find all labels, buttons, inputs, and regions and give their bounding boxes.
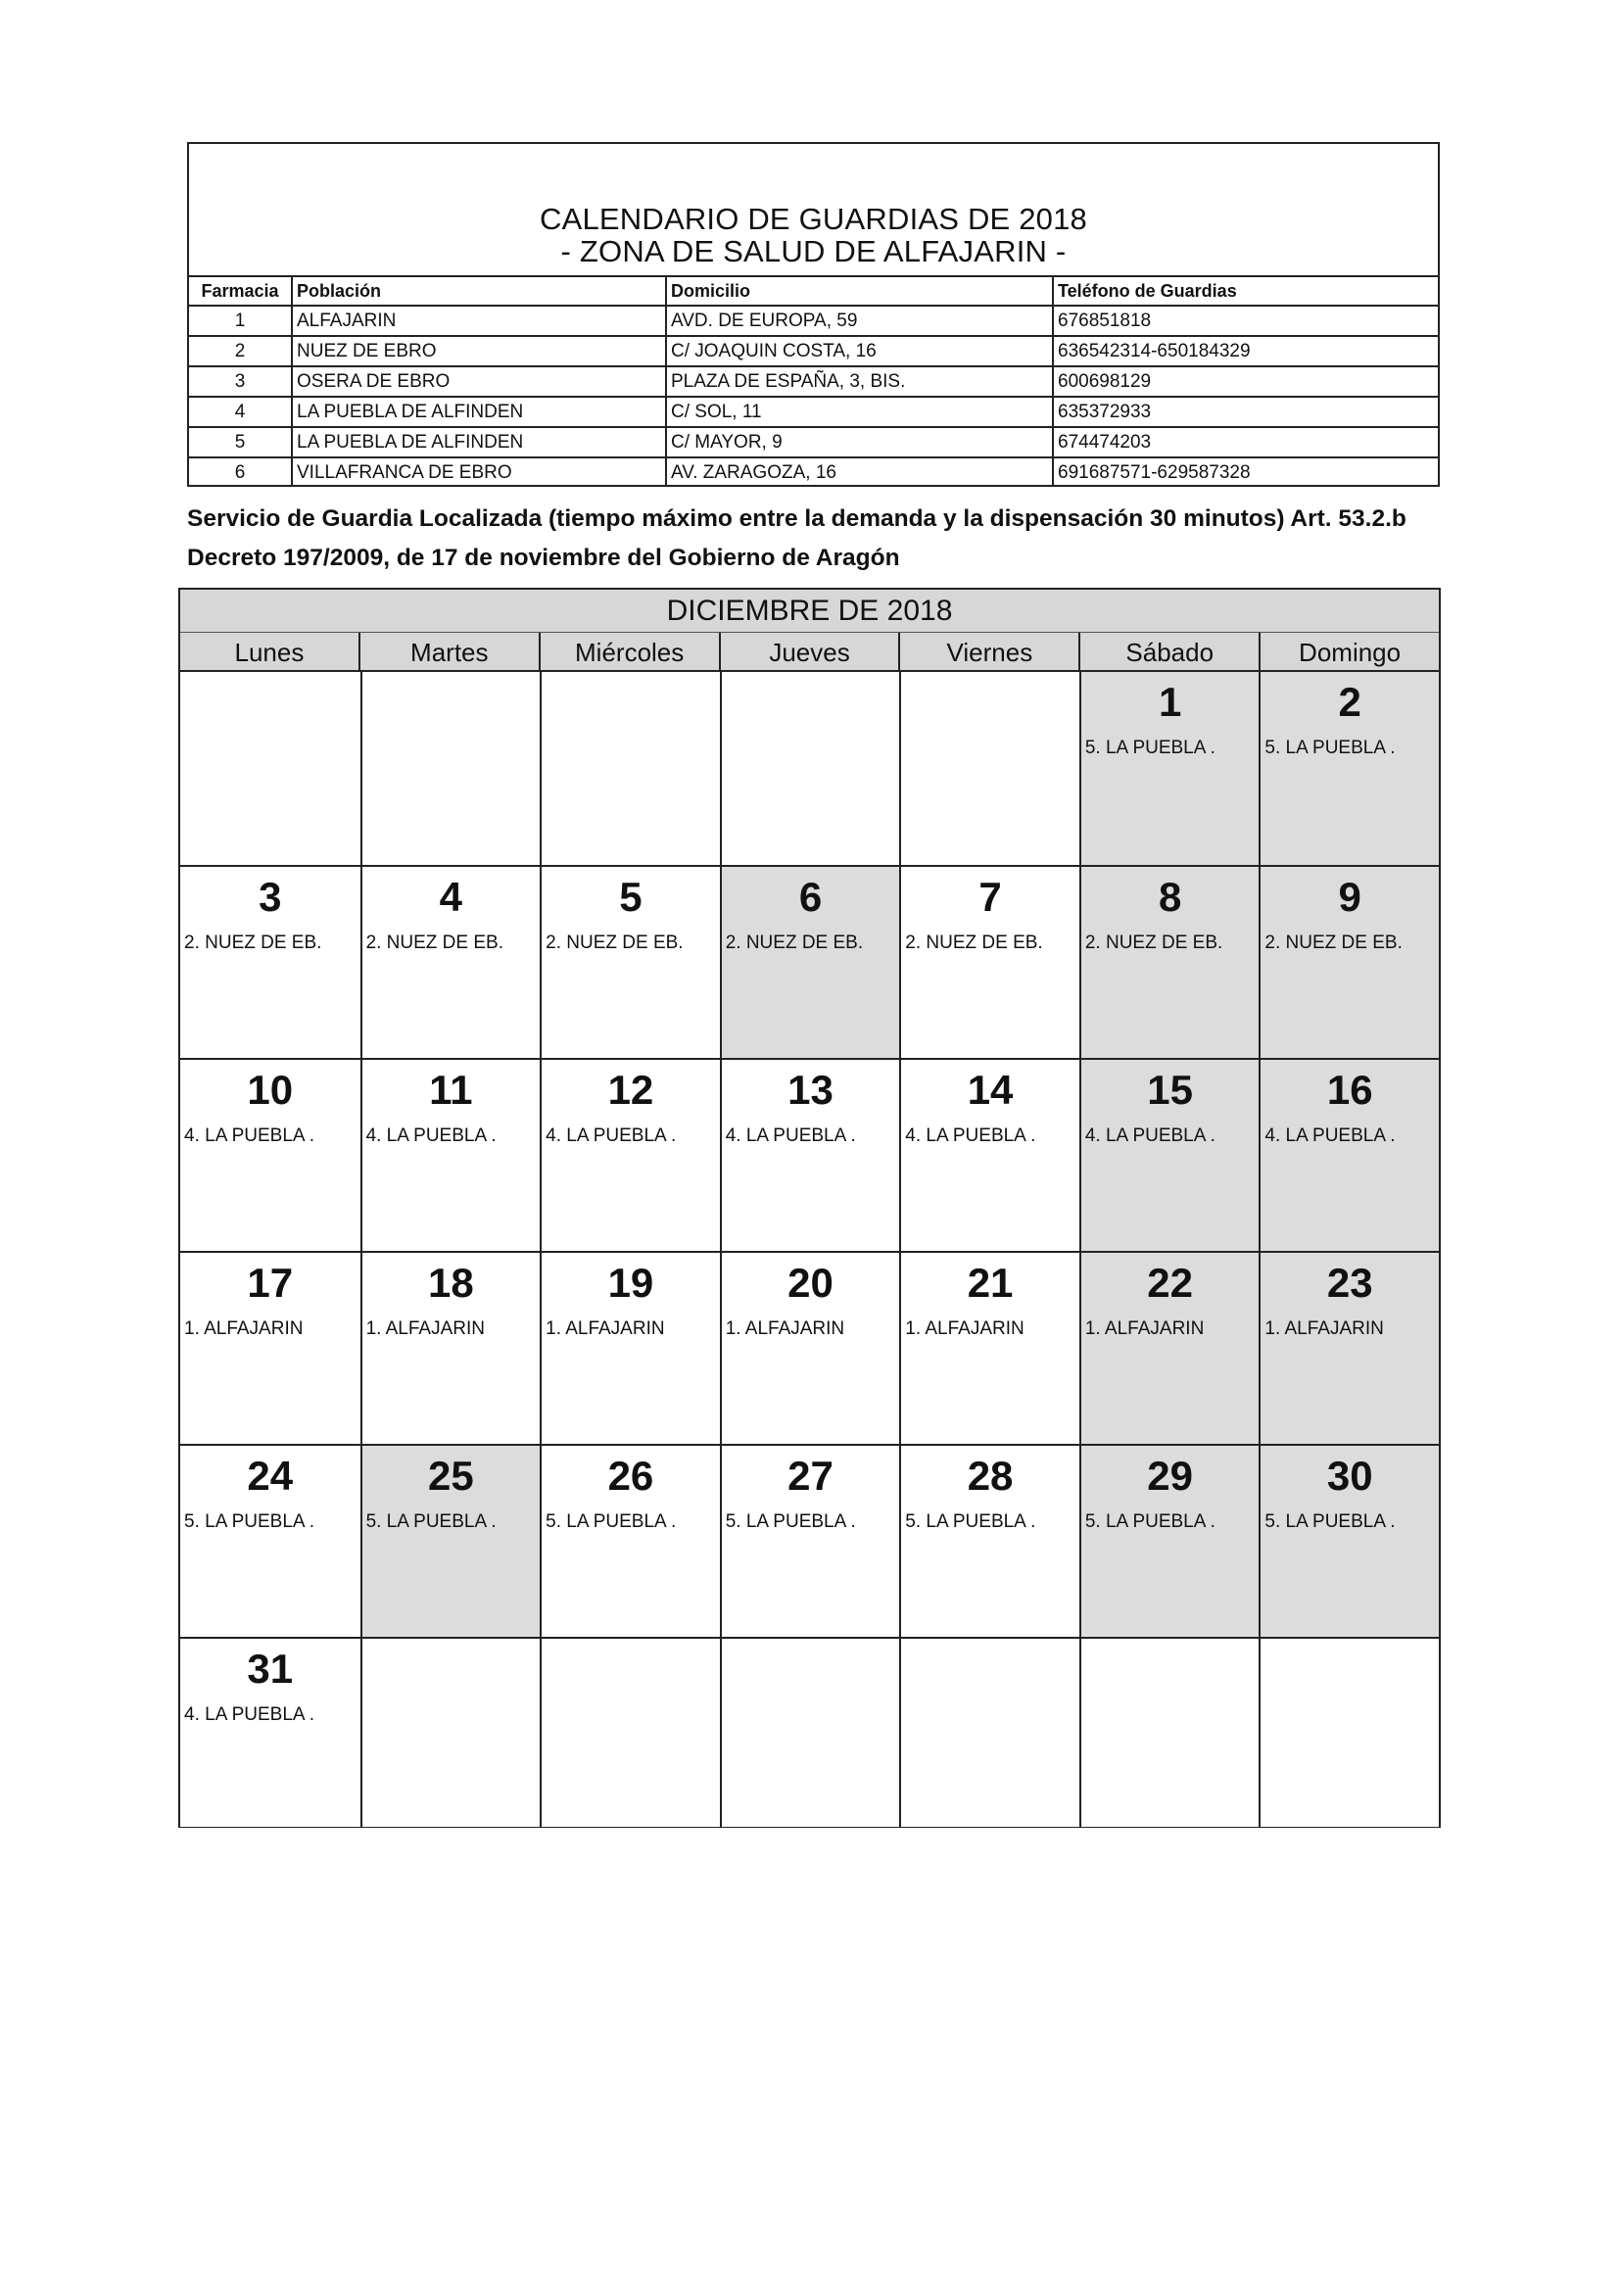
day-number: 15 [1147, 1067, 1193, 1113]
duty-pharmacy: 4. LA PUEBLA . [905, 1125, 1036, 1146]
day-number: 5 [619, 874, 643, 920]
day-cell [1259, 865, 1439, 1058]
day-number: 20 [787, 1260, 834, 1306]
day-cell [540, 1444, 720, 1637]
duty-pharmacy: 4. LA PUEBLA . [365, 1125, 497, 1146]
day-cell [720, 1444, 900, 1637]
pharmacy-table-body [189, 306, 1438, 487]
empty-day-cell [360, 672, 541, 865]
empty-day-cell [360, 1637, 541, 1827]
table-row [189, 457, 1438, 487]
column-header-poblacion: Población [292, 276, 666, 306]
column-header-farmacia: Farmacia [189, 276, 292, 306]
day-cell [899, 865, 1079, 1058]
calendar [178, 588, 1441, 1828]
day-number: 6 [798, 874, 823, 920]
poblacion-cell: NUEZ DE EBRO [292, 336, 666, 366]
day-cell [720, 865, 900, 1058]
day-number: 30 [1326, 1453, 1373, 1499]
title-area [189, 144, 1438, 275]
day-number: 3 [259, 874, 282, 920]
day-cell [180, 1058, 360, 1251]
empty-day-cell [540, 672, 720, 865]
empty-day-cell [720, 672, 900, 865]
duty-pharmacy: 1. ALFAJARIN [1264, 1318, 1384, 1339]
day-cell [899, 1058, 1079, 1251]
weekday-header: Jueves [719, 633, 899, 670]
empty-day-cell [899, 1637, 1079, 1827]
duty-pharmacy: 2. NUEZ DE EB. [905, 933, 1043, 953]
day-number: 8 [1158, 874, 1182, 920]
farmacia-number: 2 [189, 336, 292, 366]
day-cell [720, 1251, 900, 1444]
day-cell [1259, 1251, 1439, 1444]
day-cell [180, 1251, 360, 1444]
duty-pharmacy: 5. LA PUEBLA . [365, 1511, 497, 1532]
weekday-header: Martes [358, 633, 539, 670]
duty-pharmacy: 2. NUEZ DE EB. [365, 933, 503, 953]
day-cell [899, 1251, 1079, 1444]
day-cell [899, 1444, 1079, 1637]
domicilio-cell: PLAZA DE ESPAÑA, 3, BIS. [666, 366, 1053, 397]
poblacion-cell: OSERA DE EBRO [292, 366, 666, 397]
day-cell [360, 1251, 541, 1444]
duty-pharmacy: 2. NUEZ DE EB. [725, 933, 864, 953]
day-cell [1079, 865, 1260, 1058]
farmacia-number: 5 [189, 427, 292, 457]
weekday-header: Miércoles [539, 633, 719, 670]
day-number: 23 [1326, 1260, 1373, 1306]
table-row [189, 306, 1438, 336]
table-row [189, 427, 1438, 457]
farmacia-number: 4 [189, 397, 292, 427]
day-number: 25 [427, 1453, 474, 1499]
duty-pharmacy: 1. ALFAJARIN [546, 1318, 665, 1339]
day-number: 16 [1326, 1067, 1373, 1113]
duty-pharmacy: 4. LA PUEBLA . [1084, 1125, 1215, 1146]
day-cell [540, 865, 720, 1058]
day-cell [360, 1058, 541, 1251]
duty-pharmacy: 5. LA PUEBLA . [184, 1511, 315, 1532]
poblacion-cell: VILLAFRANCA DE EBRO [292, 457, 666, 487]
weekday-header: Sábado [1078, 633, 1259, 670]
duty-pharmacy: 2. NUEZ DE EB. [1264, 933, 1403, 953]
empty-day-cell [1259, 1637, 1439, 1827]
duty-pharmacy: 4. LA PUEBLA . [546, 1125, 677, 1146]
farmacia-number: 6 [189, 457, 292, 487]
farmacia-number: 3 [189, 366, 292, 397]
day-number: 24 [247, 1453, 294, 1499]
duty-pharmacy: 5. LA PUEBLA . [546, 1511, 677, 1532]
domicilio-cell: AVD. DE EUROPA, 59 [666, 306, 1053, 336]
duty-pharmacy: 1. ALFAJARIN [725, 1318, 845, 1339]
day-number: 18 [427, 1260, 474, 1306]
day-cell [1259, 1058, 1439, 1251]
duty-pharmacy: 1. ALFAJARIN [184, 1318, 304, 1339]
duty-pharmacy: 5. LA PUEBLA . [725, 1511, 856, 1532]
day-cell [1079, 1058, 1260, 1251]
duty-pharmacy: 4. LA PUEBLA . [184, 1704, 315, 1725]
day-number: 10 [247, 1067, 294, 1113]
day-number: 7 [978, 874, 1002, 920]
poblacion-cell: LA PUEBLA DE ALFINDEN [292, 427, 666, 457]
day-cell [1079, 1251, 1260, 1444]
duty-pharmacy: 5. LA PUEBLA . [1084, 738, 1215, 758]
poblacion-cell: LA PUEBLA DE ALFINDEN [292, 397, 666, 427]
telefono-cell: 691687571-629587328 [1053, 457, 1438, 487]
day-number: 28 [967, 1453, 1014, 1499]
day-cell [1259, 672, 1439, 865]
day-cell [1259, 1444, 1439, 1637]
day-number: 12 [607, 1067, 654, 1113]
header-box [187, 142, 1440, 487]
day-number: 31 [247, 1646, 294, 1692]
duty-pharmacy: 2. NUEZ DE EB. [546, 933, 684, 953]
weekday-header-row [180, 633, 1439, 672]
day-number: 29 [1147, 1453, 1193, 1499]
weekday-header: Lunes [180, 633, 358, 670]
day-cell [1079, 672, 1260, 865]
service-note-line-1: Servicio de Guardia Localizada (tiempo máximo entre la demanda y la dispensación 30 minutos) Art. 53.2.b [187, 505, 1406, 532]
empty-day-cell [540, 1637, 720, 1827]
weekday-header: Domingo [1259, 633, 1439, 670]
duty-pharmacy: 5. LA PUEBLA . [1264, 1511, 1396, 1532]
month-title: DICIEMBRE DE 2018 [180, 590, 1439, 633]
day-number: 21 [967, 1260, 1014, 1306]
day-cell [180, 865, 360, 1058]
table-row [189, 336, 1438, 366]
service-note-line-2: Decreto 197/2009, de 17 de noviembre del Gobierno de Aragón [187, 545, 900, 571]
day-number: 19 [607, 1260, 654, 1306]
duty-pharmacy: 5. LA PUEBLA . [1084, 1511, 1215, 1532]
day-cell [180, 1637, 360, 1827]
duty-pharmacy: 2. NUEZ DE EB. [1084, 933, 1223, 953]
day-cell [720, 1058, 900, 1251]
column-header-domicilio: Domicilio [666, 276, 1053, 306]
telefono-cell: 600698129 [1053, 366, 1438, 397]
day-number: 27 [787, 1453, 834, 1499]
farmacia-number: 1 [189, 306, 292, 336]
calendar-grid [180, 672, 1439, 1827]
duty-pharmacy: 5. LA PUEBLA . [1264, 738, 1396, 758]
duty-pharmacy: 4. LA PUEBLA . [725, 1125, 856, 1146]
day-cell [540, 1251, 720, 1444]
telefono-cell: 636542314-650184329 [1053, 336, 1438, 366]
day-cell [360, 865, 541, 1058]
duty-pharmacy: 5. LA PUEBLA . [905, 1511, 1036, 1532]
day-number: 26 [607, 1453, 654, 1499]
empty-day-cell [899, 672, 1079, 865]
document-subtitle: - ZONA DE SALUD DE ALFAJARIN - [560, 234, 1067, 268]
day-number: 22 [1147, 1260, 1193, 1306]
day-number: 14 [967, 1067, 1014, 1113]
service-note [187, 500, 1451, 578]
empty-day-cell [180, 672, 360, 865]
duty-pharmacy: 4. LA PUEBLA . [1264, 1125, 1396, 1146]
domicilio-cell: C/ MAYOR, 9 [666, 427, 1053, 457]
day-number: 1 [1158, 679, 1182, 725]
day-number: 11 [429, 1067, 473, 1113]
table-row [189, 397, 1438, 427]
day-number: 9 [1338, 874, 1361, 920]
telefono-cell: 676851818 [1053, 306, 1438, 336]
day-number: 17 [247, 1260, 294, 1306]
duty-pharmacy: 2. NUEZ DE EB. [184, 933, 322, 953]
telefono-cell: 635372933 [1053, 397, 1438, 427]
day-number: 4 [439, 874, 463, 920]
domicilio-cell: AV. ZARAGOZA, 16 [666, 457, 1053, 487]
pharmacy-table [189, 275, 1438, 487]
poblacion-cell: ALFAJARIN [292, 306, 666, 336]
table-row [189, 366, 1438, 397]
day-number: 2 [1338, 679, 1361, 725]
day-cell [180, 1444, 360, 1637]
duty-pharmacy: 1. ALFAJARIN [365, 1318, 486, 1339]
day-cell [540, 1058, 720, 1251]
duty-pharmacy: 1. ALFAJARIN [1084, 1318, 1205, 1339]
column-header-telefono: Teléfono de Guardias [1053, 276, 1438, 306]
pharmacy-table-header [189, 276, 1438, 306]
day-cell [1079, 1444, 1260, 1637]
document-title: CALENDARIO DE GUARDIAS DE 2018 [539, 202, 1087, 236]
weekday-header: Viernes [898, 633, 1078, 670]
day-cell [360, 1444, 541, 1637]
duty-pharmacy: 1. ALFAJARIN [905, 1318, 1024, 1339]
empty-day-cell [720, 1637, 900, 1827]
telefono-cell: 674474203 [1053, 427, 1438, 457]
duty-pharmacy: 4. LA PUEBLA . [184, 1125, 315, 1146]
empty-day-cell [1079, 1637, 1260, 1827]
domicilio-cell: C/ JOAQUIN COSTA, 16 [666, 336, 1053, 366]
day-number: 13 [787, 1067, 834, 1113]
domicilio-cell: C/ SOL, 11 [666, 397, 1053, 427]
